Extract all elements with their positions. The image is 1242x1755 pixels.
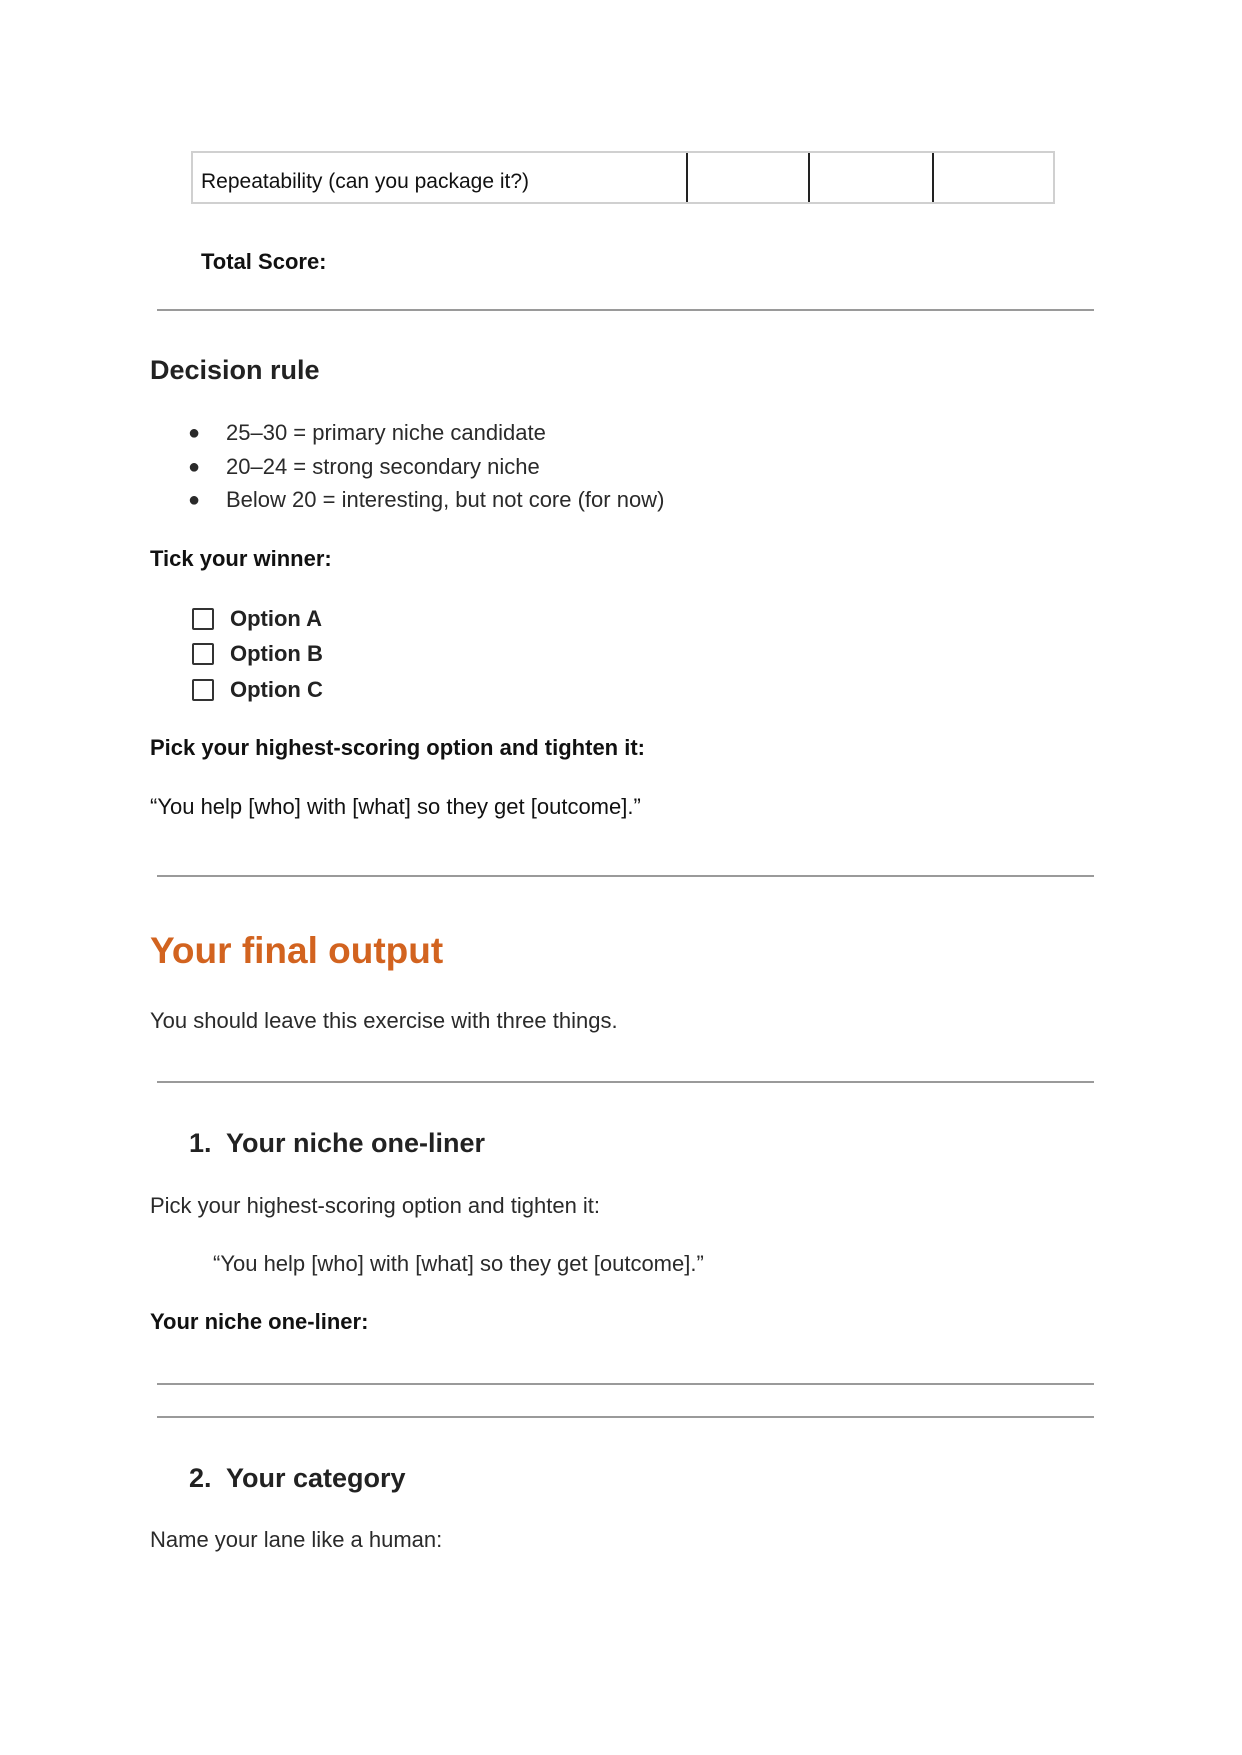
option-a-checkbox-row[interactable]: [192, 606, 322, 632]
bullet-icon: ●: [188, 421, 201, 444]
option-b-checkbox-row[interactable]: [192, 641, 323, 667]
answer-line[interactable]: [157, 1383, 1094, 1385]
score-cell-3[interactable]: [934, 153, 1053, 202]
score-cell-2[interactable]: [810, 153, 934, 202]
final-output-intro: You should leave this exercise with three things.: [150, 1008, 618, 1033]
option-c-checkbox-row[interactable]: [192, 677, 323, 703]
checkbox-icon[interactable]: [192, 679, 214, 701]
option-label: Option A: [230, 606, 323, 631]
bullet-icon: ●: [188, 488, 201, 511]
divider: [157, 875, 1094, 877]
list-item: [188, 487, 664, 513]
niche-one-liner-field-label: Your niche one-liner:: [150, 1309, 369, 1334]
section-2-instruction: Name your lane like a human:: [150, 1527, 443, 1552]
criteria-label: Repeatability (can you package it?): [193, 153, 688, 202]
divider: [157, 309, 1094, 311]
section-1-instruction: Pick your highest-scoring option and tighten it:: [150, 1193, 601, 1218]
bullet-text: 20–24 = strong secondary niche: [226, 454, 540, 479]
final-output-heading: Your final output: [150, 930, 444, 971]
section-1-heading: [189, 1128, 485, 1159]
total-score-label: Total Score:: [201, 249, 327, 274]
section-1-quote: “You help [who] with [what] so they get [outcome].”: [213, 1251, 704, 1276]
list-item: [188, 420, 546, 446]
section-title: Your category: [226, 1463, 406, 1493]
one-liner-template: “You help [who] with [what] so they get [outcome].”: [150, 794, 641, 819]
winner-label: Tick your winner:: [150, 546, 332, 571]
score-cell-1[interactable]: [688, 153, 810, 202]
bullet-icon: ●: [188, 455, 201, 478]
section-2-heading: [189, 1463, 406, 1494]
section-number: 1.: [189, 1128, 212, 1158]
decision-rule-heading: Decision rule: [150, 355, 320, 385]
divider: [157, 1416, 1094, 1418]
checkbox-icon[interactable]: [192, 643, 214, 665]
option-label: Option B: [230, 641, 323, 666]
option-label: Option C: [230, 677, 323, 702]
bullet-text: Below 20 = interesting, but not core (for now): [226, 487, 665, 512]
section-number: 2.: [189, 1463, 212, 1493]
list-item: [188, 454, 540, 480]
divider: [157, 1081, 1094, 1083]
bullet-text: 25–30 = primary niche candidate: [226, 420, 546, 445]
section-title: Your niche one-liner: [226, 1128, 486, 1158]
checkbox-icon[interactable]: [192, 608, 214, 630]
score-table-row: [191, 151, 1055, 204]
tighten-label: Pick your highest-scoring option and tighten it:: [150, 735, 645, 760]
